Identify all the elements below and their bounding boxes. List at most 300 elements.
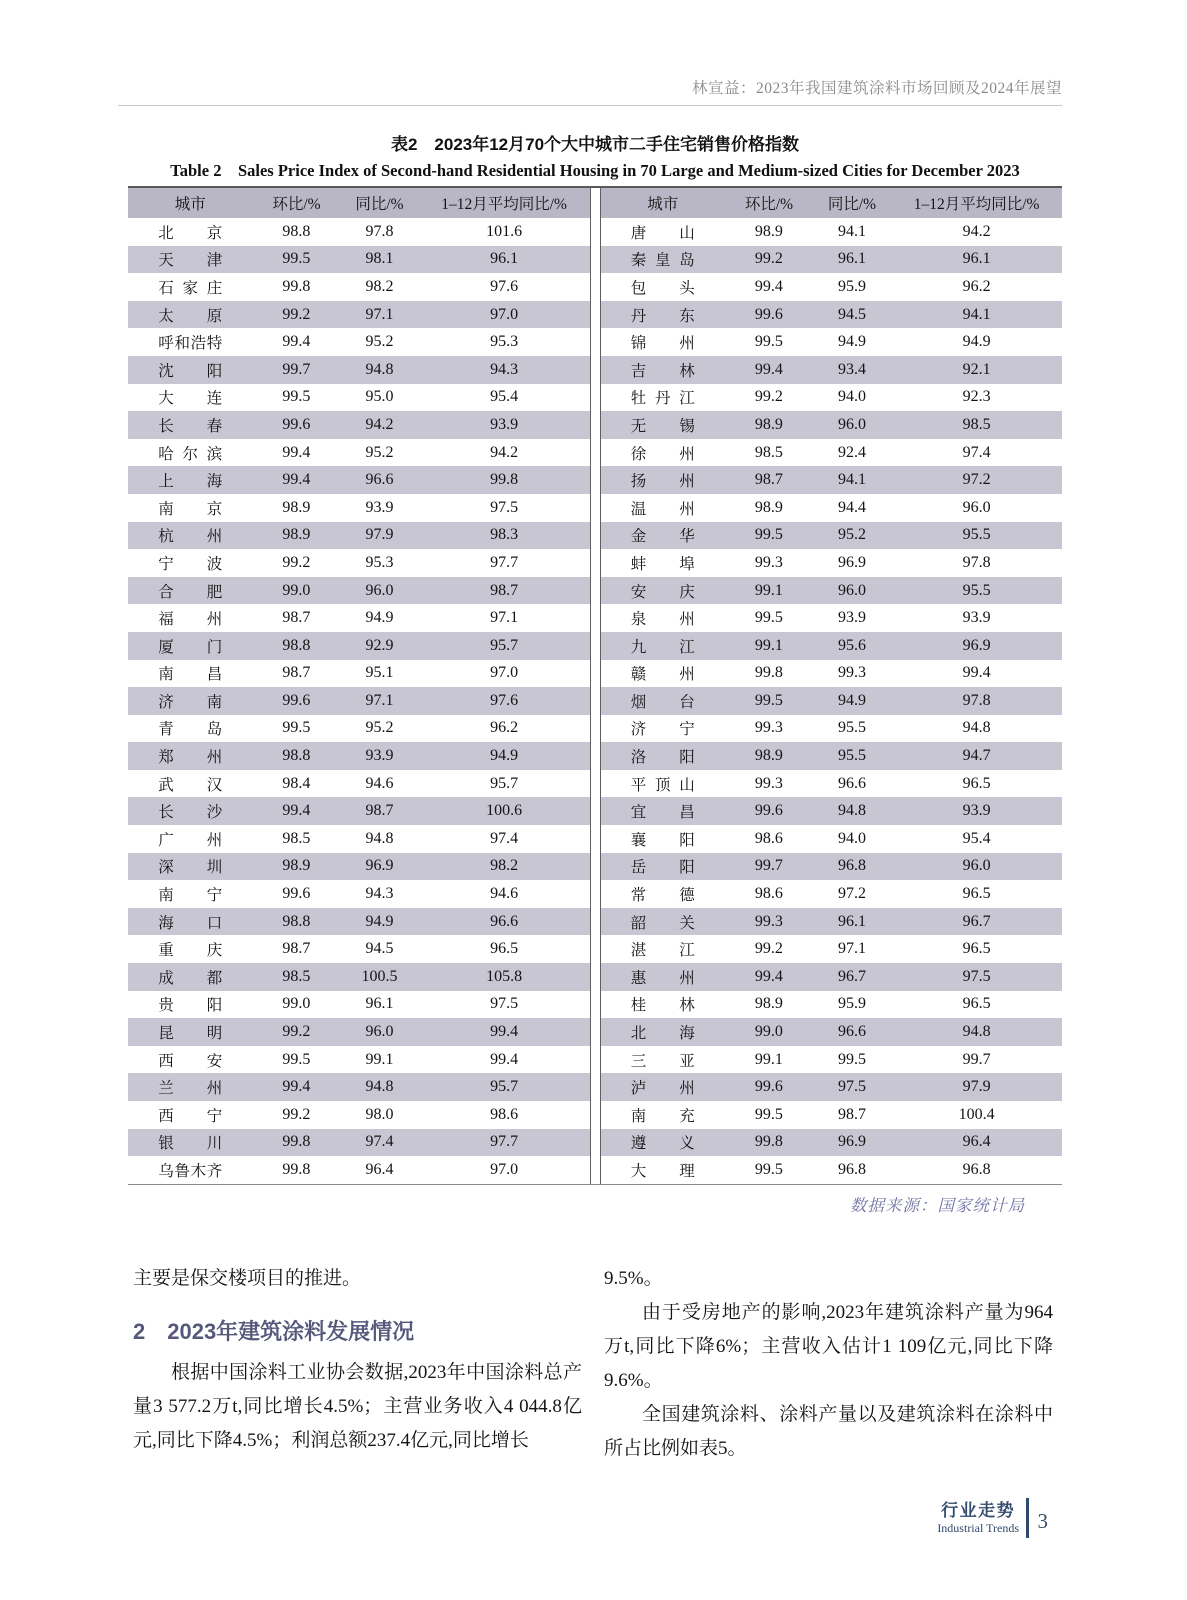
- city-name: 惠州: [630, 969, 695, 987]
- value-cell: 97.9: [891, 1073, 1062, 1101]
- value-cell: 96.9: [837, 553, 866, 571]
- city-name: 武汉: [158, 776, 223, 794]
- table-row: [128, 797, 590, 825]
- value-cell: 95.5: [813, 742, 891, 770]
- city-name: 赣州: [630, 666, 695, 684]
- table-row: [128, 880, 590, 908]
- value-cell: 98.7: [282, 664, 311, 682]
- value-cell: 99.1: [754, 1050, 783, 1068]
- value-cell: 98.9: [253, 522, 341, 550]
- value-cell: 96.6: [813, 1018, 891, 1046]
- value-cell: 99.5: [282, 388, 311, 406]
- table-row: [601, 797, 1063, 825]
- city-name: 锦州: [630, 335, 695, 353]
- value-cell: 99.8: [282, 1160, 311, 1178]
- table-row: [601, 632, 1063, 660]
- table-row: [128, 1156, 590, 1184]
- city-name: 九江: [630, 638, 695, 656]
- city-name: 牡丹江: [630, 390, 695, 408]
- table-row: [601, 853, 1063, 881]
- city-name: 烟台: [630, 693, 695, 711]
- value-cell: 94.2: [340, 411, 418, 439]
- section-heading: 2 2023年建筑涂料发展情况: [133, 1319, 415, 1344]
- value-cell: 96.6: [419, 908, 590, 936]
- column-header: 城市: [601, 188, 726, 218]
- value-cell: 96.8: [813, 853, 891, 881]
- value-cell: 99.5: [754, 609, 783, 627]
- city-cell: [601, 991, 726, 1019]
- value-cell: 96.9: [891, 632, 1062, 660]
- value-cell: 98.7: [725, 466, 813, 494]
- table-row: [128, 687, 590, 715]
- value-cell: 94.9: [365, 609, 394, 627]
- value-cell: 96.1: [813, 246, 891, 274]
- city-cell: [128, 770, 253, 798]
- city-name: 昆明: [158, 1025, 223, 1043]
- value-cell: 97.1: [340, 687, 418, 715]
- value-cell: 95.7: [419, 632, 590, 660]
- value-cell: 95.5: [837, 719, 866, 737]
- value-cell: 94.9: [813, 687, 891, 715]
- city-name: 上海: [158, 473, 223, 491]
- value-cell: 99.4: [253, 797, 341, 825]
- value-cell: 96.1: [365, 995, 394, 1013]
- value-cell: 99.4: [490, 1050, 519, 1068]
- city-name: 湛江: [630, 942, 695, 960]
- city-cell: [128, 1018, 253, 1046]
- city-cell: [601, 660, 726, 688]
- value-cell: 95.5: [891, 522, 1062, 550]
- value-cell: 99.8: [754, 664, 783, 682]
- value-cell: 98.6: [754, 829, 783, 847]
- text-column-right: [604, 1262, 1053, 1466]
- value-cell: 99.5: [754, 1160, 783, 1178]
- city-cell: [601, 853, 726, 881]
- city-cell: [128, 1129, 253, 1157]
- value-cell: 99.5: [754, 1105, 783, 1123]
- value-cell: 97.8: [891, 687, 1062, 715]
- city-cell: [601, 1156, 726, 1184]
- value-cell: 99.5: [837, 1050, 866, 1068]
- paragraph: 全国建筑涂料、涂料产量以及建筑涂料在涂料中所占比例如表5。: [604, 1404, 1053, 1459]
- table-row: [128, 963, 590, 991]
- city-cell: [128, 577, 253, 605]
- table-row: [601, 935, 1063, 963]
- value-cell: 94.9: [837, 333, 866, 351]
- city-name: 洛阳: [630, 749, 695, 767]
- table-row: [601, 328, 1063, 356]
- value-cell: 98.5: [754, 443, 783, 461]
- city-name: 丹东: [630, 307, 695, 325]
- value-cell: 97.8: [962, 553, 991, 571]
- value-cell: 99.4: [754, 277, 783, 295]
- value-cell: 98.2: [365, 277, 394, 295]
- table-row: [601, 687, 1063, 715]
- table-row: [128, 935, 590, 963]
- value-cell: 99.8: [419, 466, 590, 494]
- city-cell: [601, 494, 726, 522]
- column-header: 环比/%: [253, 188, 341, 218]
- value-cell: 97.8: [365, 222, 394, 240]
- value-cell: 97.1: [490, 609, 519, 627]
- value-cell: 94.2: [962, 222, 991, 240]
- value-cell: 95.7: [490, 774, 519, 792]
- value-cell: 95.3: [490, 333, 519, 351]
- table-title-en: Table 2 Sales Price Index of Second-hand Residential Housing in 70 Large and Medium-sized Cities for December 2023: [170, 161, 1020, 180]
- city-cell: [601, 273, 726, 301]
- city-cell: [128, 991, 253, 1019]
- table-row: [128, 218, 590, 246]
- value-cell: 99.4: [725, 356, 813, 384]
- value-cell: 94.9: [962, 333, 991, 351]
- value-cell: 99.5: [253, 246, 341, 274]
- value-cell: 97.1: [837, 940, 866, 958]
- city-cell: [128, 853, 253, 881]
- value-cell: 96.5: [962, 995, 991, 1013]
- value-cell: 100.4: [958, 1105, 995, 1123]
- city-name: 西宁: [158, 1107, 223, 1125]
- value-cell: 101.6: [486, 222, 523, 240]
- city-cell: [128, 549, 253, 577]
- value-cell: 99.1: [365, 1050, 394, 1068]
- city-name: 泉州: [630, 611, 695, 629]
- value-cell: 98.9: [253, 853, 341, 881]
- city-name: 天津: [158, 252, 223, 270]
- city-cell: [601, 742, 726, 770]
- value-cell: 97.4: [340, 1129, 418, 1157]
- city-cell: [601, 880, 726, 908]
- value-cell: 97.2: [891, 466, 1062, 494]
- value-cell: 96.1: [419, 246, 590, 274]
- column-header: 1–12月平均同比/%: [891, 188, 1062, 218]
- value-cell: 96.5: [962, 774, 991, 792]
- value-cell: 99.2: [253, 1018, 341, 1046]
- city-name: 南充: [630, 1107, 695, 1125]
- value-cell: 99.6: [253, 411, 341, 439]
- value-cell: 98.6: [490, 1105, 519, 1123]
- value-cell: 97.0: [419, 301, 590, 329]
- value-cell: 98.9: [754, 222, 783, 240]
- value-cell: 99.6: [725, 797, 813, 825]
- value-cell: 99.5: [282, 719, 311, 737]
- city-cell: [128, 384, 253, 412]
- value-cell: 95.2: [365, 719, 394, 737]
- value-cell: 95.4: [490, 388, 519, 406]
- city-name: 平顶山: [630, 776, 695, 794]
- footer-section-en: Industrial Trends: [937, 1521, 1019, 1535]
- table-row: [128, 466, 590, 494]
- table-row: [128, 1018, 590, 1046]
- city-name: 安庆: [630, 583, 695, 601]
- city-cell: [128, 246, 253, 274]
- value-cell: 95.4: [962, 829, 991, 847]
- table-row: [601, 411, 1063, 439]
- value-cell: 94.3: [365, 885, 394, 903]
- table-row: [601, 466, 1063, 494]
- value-cell: 97.4: [962, 443, 991, 461]
- value-cell: 98.1: [340, 246, 418, 274]
- value-cell: 99.3: [837, 664, 866, 682]
- value-cell: 98.9: [725, 742, 813, 770]
- city-cell: [128, 1046, 253, 1074]
- table-row: [128, 604, 590, 632]
- city-name: 襄阳: [630, 831, 695, 849]
- city-cell: [601, 384, 726, 412]
- value-cell: 95.6: [813, 632, 891, 660]
- value-cell: 98.4: [282, 774, 311, 792]
- city-name: 南京: [158, 500, 223, 518]
- city-cell: [128, 522, 253, 550]
- city-name: 大理: [630, 1162, 695, 1180]
- table-row: [601, 715, 1063, 743]
- table-row: [128, 411, 590, 439]
- table-row: [601, 439, 1063, 467]
- value-cell: 97.5: [891, 963, 1062, 991]
- value-cell: 99.0: [282, 995, 311, 1013]
- value-cell: 99.5: [725, 522, 813, 550]
- value-cell: 93.9: [340, 742, 418, 770]
- value-cell: 97.7: [490, 553, 519, 571]
- value-cell: 96.7: [813, 963, 891, 991]
- value-cell: 99.4: [725, 963, 813, 991]
- page-footer: [937, 1498, 1048, 1538]
- city-cell: [601, 1046, 726, 1074]
- table-row: [601, 301, 1063, 329]
- value-cell: 95.7: [419, 1073, 590, 1101]
- column-header: 环比/%: [725, 188, 813, 218]
- table-row: [128, 246, 590, 274]
- city-cell: [128, 411, 253, 439]
- value-cell: 98.6: [754, 885, 783, 903]
- value-cell: 96.4: [891, 1129, 1062, 1157]
- city-cell: [128, 1156, 253, 1184]
- city-cell: [128, 935, 253, 963]
- value-cell: 95.2: [813, 522, 891, 550]
- value-cell: 99.4: [419, 1018, 590, 1046]
- value-cell: 99.1: [725, 577, 813, 605]
- value-cell: 99.4: [253, 1073, 341, 1101]
- value-cell: 99.3: [754, 553, 783, 571]
- city-name: 西安: [158, 1052, 223, 1070]
- city-name: 石家庄: [158, 279, 223, 297]
- value-cell: 96.0: [813, 411, 891, 439]
- city-name: 温州: [630, 500, 695, 518]
- value-cell: 98.7: [419, 577, 590, 605]
- city-name: 遵义: [630, 1135, 695, 1153]
- value-cell: 94.9: [340, 908, 418, 936]
- table-row: [128, 577, 590, 605]
- value-cell: 97.6: [490, 277, 519, 295]
- city-name: 泸州: [630, 1080, 695, 1098]
- page-number: 3: [1037, 1508, 1048, 1533]
- value-cell: 96.1: [813, 908, 891, 936]
- table-row: [128, 742, 590, 770]
- city-name: 包头: [630, 279, 695, 297]
- table-row: [128, 494, 590, 522]
- value-cell: 100.6: [419, 797, 590, 825]
- table-row: [128, 549, 590, 577]
- table-row: [601, 908, 1063, 936]
- value-cell: 92.1: [891, 356, 1062, 384]
- value-cell: 98.9: [754, 995, 783, 1013]
- value-cell: 92.9: [340, 632, 418, 660]
- footer-section-labels: [937, 1501, 1019, 1535]
- value-cell: 99.4: [962, 664, 991, 682]
- value-cell: 98.9: [725, 411, 813, 439]
- value-cell: 94.9: [419, 742, 590, 770]
- value-cell: 95.2: [365, 443, 394, 461]
- city-name: 蚌埠: [630, 555, 695, 573]
- city-name: 宜昌: [630, 804, 695, 822]
- paragraph: 根据中国涂料工业协会数据,2023年中国涂料总产量3 577.2万t,同比增长4.5%；主营业务收入4 044.8亿元,同比下降4.5%；利润总额237.4亿元,同比增长: [133, 1362, 582, 1451]
- table-row: [128, 1101, 590, 1129]
- city-cell: [128, 494, 253, 522]
- city-name: 贵阳: [158, 997, 223, 1015]
- city-name: 长沙: [158, 804, 223, 822]
- table-row: [128, 908, 590, 936]
- table-row: [601, 604, 1063, 632]
- paragraph-continuation: 9.5%。: [604, 1268, 663, 1289]
- table-header-row: [601, 188, 1063, 218]
- city-name: 济宁: [630, 721, 695, 739]
- city-cell: [601, 411, 726, 439]
- value-cell: 99.6: [725, 301, 813, 329]
- value-cell: 99.0: [725, 1018, 813, 1046]
- value-cell: 96.6: [340, 466, 418, 494]
- table-row: [128, 660, 590, 688]
- city-cell: [128, 1073, 253, 1101]
- value-cell: 96.4: [365, 1160, 394, 1178]
- table-row: [601, 246, 1063, 274]
- paragraph-continuation: 主要是保交楼项目的推进。: [133, 1268, 362, 1289]
- value-cell: 92.4: [837, 443, 866, 461]
- value-cell: 99.2: [725, 246, 813, 274]
- city-name: 哈尔滨: [158, 445, 223, 463]
- city-cell: [128, 687, 253, 715]
- city-name: 吉林: [630, 362, 695, 380]
- table-row: [601, 1101, 1063, 1129]
- value-cell: 96.0: [891, 853, 1062, 881]
- table-title-zh: 表2 2023年12月70个大中城市二手住宅销售价格指数: [390, 135, 800, 154]
- running-head: 林宣益：2023年我国建筑涂料市场回顾及2024年展望: [691, 80, 1062, 97]
- price-index-table: [128, 186, 1062, 1185]
- table-row: [128, 632, 590, 660]
- value-cell: 96.5: [962, 940, 991, 958]
- value-cell: 98.8: [253, 908, 341, 936]
- city-cell: [601, 1073, 726, 1101]
- value-cell: 96.9: [340, 853, 418, 881]
- city-cell: [128, 218, 253, 246]
- city-cell: [601, 549, 726, 577]
- table-row: [601, 218, 1063, 246]
- city-cell: [128, 1101, 253, 1129]
- table-row: [601, 356, 1063, 384]
- table-row: [128, 522, 590, 550]
- table-row: [601, 1073, 1063, 1101]
- text-column-left: [133, 1262, 582, 1458]
- table-row: [128, 715, 590, 743]
- value-cell: 99.4: [282, 333, 311, 351]
- city-cell: [128, 908, 253, 936]
- city-cell: [128, 356, 253, 384]
- city-name: 厦门: [158, 638, 223, 656]
- value-cell: 99.6: [253, 687, 341, 715]
- value-cell: 99.6: [282, 885, 311, 903]
- value-cell: 97.0: [490, 1160, 519, 1178]
- city-cell: [128, 880, 253, 908]
- column-header: 1–12月平均同比/%: [419, 188, 590, 218]
- city-name: 青岛: [158, 721, 223, 739]
- footer-divider: [1026, 1498, 1029, 1538]
- column-header: 城市: [128, 188, 253, 218]
- value-cell: 99.1: [725, 632, 813, 660]
- city-name: 济南: [158, 693, 223, 711]
- value-cell: 99.2: [754, 940, 783, 958]
- city-name: 合肥: [158, 583, 223, 601]
- value-cell: 94.0: [837, 829, 866, 847]
- table-row: [601, 742, 1063, 770]
- city-name: 南宁: [158, 887, 223, 905]
- value-cell: 94.1: [813, 466, 891, 494]
- city-cell: [601, 604, 726, 632]
- value-cell: 99.3: [754, 774, 783, 792]
- table-row: [128, 853, 590, 881]
- value-cell: 96.5: [490, 940, 519, 958]
- city-name: 重庆: [158, 942, 223, 960]
- value-cell: 93.9: [891, 797, 1062, 825]
- value-cell: 97.5: [813, 1073, 891, 1101]
- city-name: 长春: [158, 417, 223, 435]
- city-cell: [601, 577, 726, 605]
- city-cell: [128, 604, 253, 632]
- city-name: 沈阳: [158, 362, 223, 380]
- value-cell: 98.0: [365, 1105, 394, 1123]
- value-cell: 94.1: [891, 301, 1062, 329]
- city-cell: [601, 466, 726, 494]
- value-cell: 99.4: [282, 443, 311, 461]
- value-cell: 94.0: [837, 388, 866, 406]
- value-cell: 98.3: [419, 522, 590, 550]
- table-row: [601, 1046, 1063, 1074]
- value-cell: 97.1: [340, 301, 418, 329]
- value-cell: 94.4: [837, 498, 866, 516]
- city-name: 宁波: [158, 555, 223, 573]
- table-row: [601, 273, 1063, 301]
- table-row: [601, 991, 1063, 1019]
- value-cell: 94.8: [962, 719, 991, 737]
- value-cell: 99.3: [725, 908, 813, 936]
- value-cell: 96.9: [813, 1129, 891, 1157]
- table-row: [601, 880, 1063, 908]
- value-cell: 96.6: [837, 774, 866, 792]
- value-cell: 95.9: [837, 277, 866, 295]
- value-cell: 97.5: [490, 498, 519, 516]
- city-cell: [601, 218, 726, 246]
- city-name: 岳阳: [630, 859, 695, 877]
- value-cell: 95.5: [891, 577, 1062, 605]
- city-name: 秦皇岛: [630, 252, 695, 270]
- data-source-note: 数据来源：国家统计局: [850, 1196, 1025, 1215]
- column-header: 同比/%: [340, 188, 418, 218]
- table-divider: [590, 188, 601, 1184]
- value-cell: 96.8: [962, 1160, 991, 1178]
- city-cell: [601, 935, 726, 963]
- value-cell: 99.2: [754, 388, 783, 406]
- city-name: 北京: [158, 224, 223, 242]
- price-index-table-left: [128, 188, 590, 1184]
- city-cell: [601, 1018, 726, 1046]
- table-row: [601, 522, 1063, 550]
